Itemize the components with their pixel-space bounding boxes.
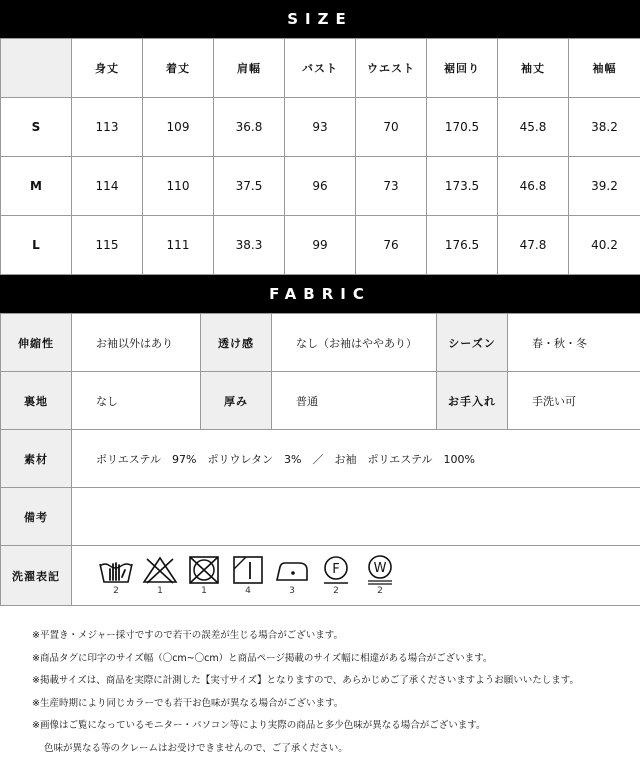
washing-symbols [72,546,640,606]
size-header: ウエスト [356,39,427,98]
material-label: 素材 [1,430,72,488]
note-line: ※商品タグに印字のサイズ幅（〇cm~〇cm）と商品ページ掲載のサイズ幅に相違がある場合がございます。 [32,652,493,664]
size-value: 38.3 [214,216,285,275]
svg-text:F: F [332,562,340,577]
size-value: 45.8 [498,98,569,157]
iron-low-icon [273,555,311,585]
fabric-row-2 [1,372,640,430]
size-title: SIZE [287,10,353,28]
size-label: L [1,216,72,275]
care-number: 3 [289,586,295,596]
sheer-label: 透け感 [201,314,272,372]
size-value: 76 [356,216,427,275]
care-value: 手洗い可 [508,372,640,430]
size-value: 176.5 [427,216,498,275]
size-value: 109 [143,98,214,157]
material-value: ポリエステル 97% ポリウレタン 3% ／ お袖 ポリエステル 100% [72,430,640,488]
size-header-row [1,39,640,98]
care-item [226,555,270,596]
lining-value: なし [72,372,201,430]
note-line: 色味が異なる等のクレームはお受けできませんので、ご了承ください。 [44,742,348,754]
note-line: ※掲載サイズは、商品を実際に計測した【実寸サイズ】となりますので、あらかじめご了承くださいますようお願いいたします。 [32,675,579,686]
lining-label: 裏地 [1,372,72,430]
care-item [94,555,138,596]
size-value: 47.8 [498,216,569,275]
size-label: S [1,98,72,157]
remarks-label: 備考 [1,488,72,546]
size-table [0,38,640,275]
care-item [314,555,358,596]
note-line: ※平置き・メジャー採寸ですので若干の誤差が生じる場合がございます。 [32,630,344,641]
size-value: 37.5 [214,157,285,216]
no-bleach-icon [141,555,179,585]
size-value: 40.2 [569,216,640,275]
size-value: 99 [285,216,356,275]
size-label: M [1,157,72,216]
thickness-label: 厚み [201,372,272,430]
care-item [270,555,314,596]
size-value: 73 [356,157,427,216]
size-value: 173.5 [427,157,498,216]
no-tumble-dry-icon [185,555,223,585]
size-value: 96 [285,157,356,216]
size-header: 身丈 [72,39,143,98]
svg-text:W: W [373,561,387,576]
care-item [182,555,226,596]
size-header: 袖丈 [498,39,569,98]
sheer-value: なし（お袖はややあり） [272,314,437,372]
care-number: 2 [333,586,339,596]
thickness-value: 普通 [272,372,437,430]
care-label: お手入れ [437,372,508,430]
fabric-row-1 [1,314,640,372]
size-header: バスト [285,39,356,98]
line-dry-shade-icon [229,555,267,585]
size-value: 111 [143,216,214,275]
fabric-row-material [1,430,640,488]
washing-label: 洗濯表記 [1,546,72,606]
fabric-row-remarks [1,488,640,546]
size-corner-cell [1,39,72,98]
size-value: 110 [143,157,214,216]
size-header: 裾回り [427,39,498,98]
size-value: 113 [72,98,143,157]
size-value: 70 [356,98,427,157]
size-banner [0,0,640,38]
care-number: 1 [157,586,163,596]
size-header: 着丈 [143,39,214,98]
size-value: 115 [72,216,143,275]
size-value: 170.5 [427,98,498,157]
size-value: 38.2 [569,98,640,157]
fabric-row-washing [1,546,640,606]
size-header: 袖幅 [569,39,640,98]
size-value: 46.8 [498,157,569,216]
size-value: 93 [285,98,356,157]
dry-clean-f-icon [317,555,355,585]
wet-clean-w-icon [361,555,399,585]
stretch-label: 伸縮性 [1,314,72,372]
season-label: シーズン [437,314,508,372]
notes-section [32,625,579,760]
note-line: ※画像はご覧になっているモニター・パソコン等により実際の商品と多少色味が異なる場合がございます。 [32,720,486,731]
fabric-table [0,313,640,606]
season-value: 春・秋・冬 [508,314,640,372]
size-value: 114 [72,157,143,216]
size-header: 肩幅 [214,39,285,98]
remarks-value [72,488,640,546]
hand-wash-icon [97,555,135,585]
care-number: 4 [245,586,251,596]
care-item [138,555,182,596]
note-line: ※生産時期により同じカラーでも若干お色味が異なる場合がございます。 [32,697,344,709]
fabric-banner [0,275,640,313]
size-value: 39.2 [569,157,640,216]
size-value: 36.8 [214,98,285,157]
care-item [358,555,402,596]
fabric-title: FABRIC [269,285,371,303]
care-number: 2 [377,586,383,596]
stretch-value: お袖以外はあり [72,314,201,372]
size-row-s [1,98,640,157]
care-number: 1 [201,586,207,596]
size-row-m [1,157,640,216]
size-row-l [1,216,640,275]
care-number: 2 [113,586,119,596]
